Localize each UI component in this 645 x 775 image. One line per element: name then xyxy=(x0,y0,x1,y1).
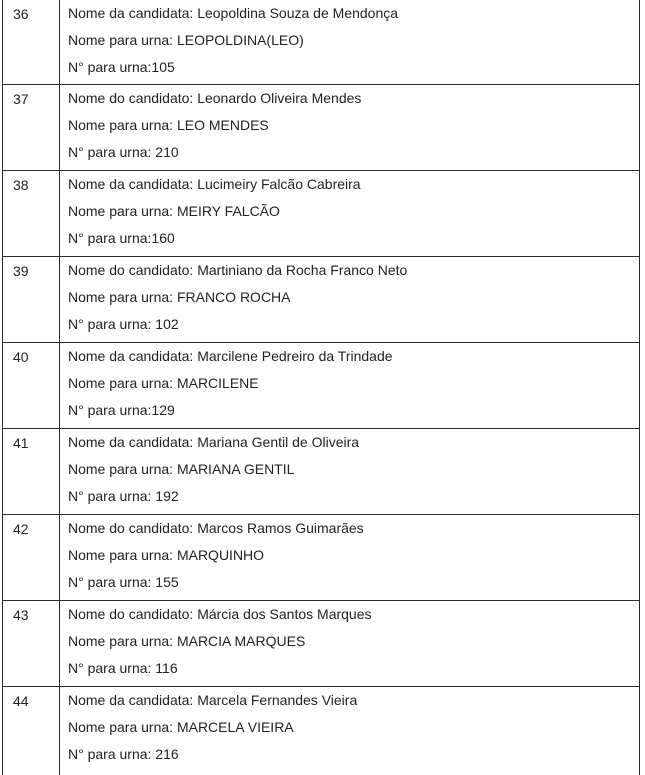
candidate-name: Nome da candidata: Marcilene Pedreiro da Trindade xyxy=(68,347,393,364)
candidate-name: Nome do candidato: Márcia dos Santos Marques xyxy=(68,605,372,622)
candidate-info-cell xyxy=(60,600,640,686)
table-row xyxy=(3,428,640,514)
row-number-cell xyxy=(3,428,60,514)
table-row xyxy=(3,170,640,256)
row-number: 38 xyxy=(13,176,29,193)
ballot-number: N° para urna: 210 xyxy=(68,143,179,160)
candidate-info-cell xyxy=(60,256,640,342)
table-row xyxy=(3,0,640,84)
ballot-number: N° para urna: 102 xyxy=(68,315,179,332)
table-row xyxy=(3,256,640,342)
candidate-info-cell xyxy=(60,428,640,514)
row-number: 42 xyxy=(13,520,29,537)
ballot-name: Nome para urna: MARCIA MARQUES xyxy=(68,632,306,649)
row-number: 41 xyxy=(13,434,29,451)
table-row xyxy=(3,600,640,686)
ballot-name: Nome para urna: MARIANA GENTIL xyxy=(68,460,295,477)
candidate-info-cell xyxy=(60,342,640,428)
candidate-table xyxy=(2,0,640,775)
ballot-name: Nome para urna: LEOPOLDINA(LEO) xyxy=(68,32,304,48)
candidate-info-cell xyxy=(60,84,640,170)
candidate-info-cell xyxy=(60,686,640,775)
row-number: 39 xyxy=(13,262,29,279)
row-number-cell xyxy=(3,514,60,600)
ballot-name: Nome para urna: MARCELA VIEIRA xyxy=(68,718,294,735)
table-row xyxy=(3,514,640,600)
row-number-cell xyxy=(3,84,60,170)
ballot-name: Nome para urna: MARCILENE xyxy=(68,374,259,391)
ballot-number: N° para urna: 155 xyxy=(68,573,179,590)
candidate-name: Nome da candidata: Marcela Fernandes Vieira xyxy=(68,691,358,708)
row-number: 36 xyxy=(13,6,29,22)
row-number-cell xyxy=(3,256,60,342)
table-row xyxy=(3,686,640,775)
row-number: 44 xyxy=(13,692,29,709)
ballot-name: Nome para urna: MARQUINHO xyxy=(68,546,265,563)
ballot-number: N° para urna: 216 xyxy=(68,745,179,762)
candidate-name: Nome do candidato: Martiniano da Rocha Franco Neto xyxy=(68,261,408,278)
row-number: 43 xyxy=(13,606,29,623)
table-row xyxy=(3,84,640,170)
candidate-info-cell xyxy=(60,514,640,600)
ballot-number: N° para urna: 116 xyxy=(68,659,178,676)
candidate-name: Nome da candidata: Leopoldina Souza de Mendonça xyxy=(68,5,399,21)
ballot-name: Nome para urna: MEIRY FALCÃO xyxy=(68,202,280,219)
candidate-name: Nome do candidato: Leonardo Oliveira Mendes xyxy=(68,89,362,106)
ballot-number: N° para urna:129 xyxy=(68,401,175,418)
ballot-number: N° para urna: 192 xyxy=(68,487,179,504)
candidate-info-cell xyxy=(60,170,640,256)
row-number: 37 xyxy=(13,90,29,107)
row-number: 40 xyxy=(13,348,29,365)
candidate-name: Nome da candidata: Lucimeiry Falcão Cabreira xyxy=(68,175,361,192)
candidate-name: Nome da candidata: Mariana Gentil de Oliveira xyxy=(68,433,360,450)
row-number-cell xyxy=(3,0,60,84)
row-number-cell xyxy=(3,686,60,775)
row-number-cell xyxy=(3,600,60,686)
ballot-name: Nome para urna: FRANCO ROCHA xyxy=(68,288,291,305)
table-row xyxy=(3,342,640,428)
row-number-cell xyxy=(3,170,60,256)
candidate-info-cell xyxy=(60,0,640,84)
ballot-name: Nome para urna: LEO MENDES xyxy=(68,116,269,133)
candidate-name: Nome do candidato: Marcos Ramos Guimarães xyxy=(68,519,364,536)
ballot-number: N° para urna:105 xyxy=(68,59,175,75)
row-number-cell xyxy=(3,342,60,428)
ballot-number: N° para urna:160 xyxy=(68,229,175,246)
